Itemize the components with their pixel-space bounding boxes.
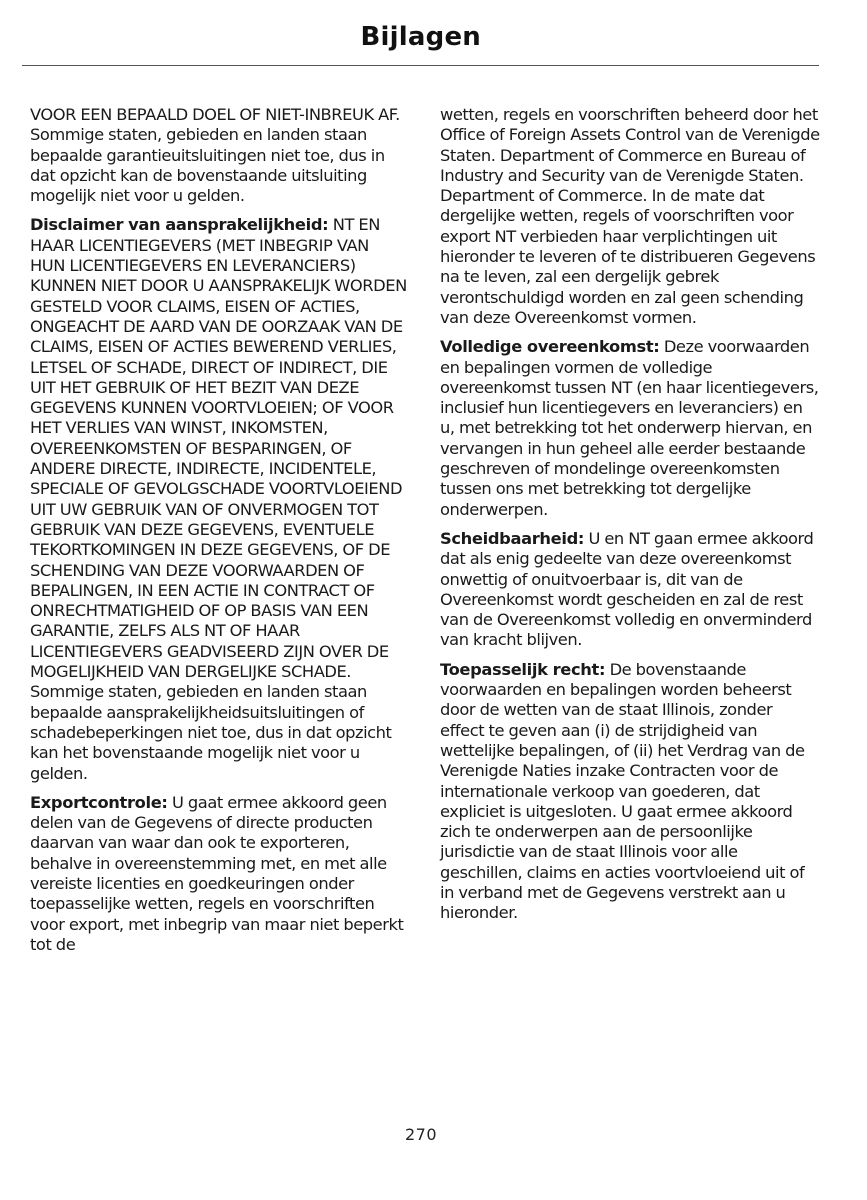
export-control-text: U gaat ermee akkoord geen delen van de Gegevens of directe producten daarvan van waar dan ook te exporteren, behalve in overeenstemming met, en met alle vereiste licenties en goedkeuringen onder toepasselijke wetten, regels en voorschriften voor export, met inbegrip van maar niet beperkt tot de — [30, 792, 404, 954]
entire-agreement-paragraph — [440, 337, 820, 520]
paragraph-text: wetten, regels en voorschriften beheerd door het Office of Foreign Assets Control van de Verenigde Staten. Department of Commerce en Bureau of Industry and Security van de Verenigde Staten. Department of Commerce. In de mate dat dergelijke wetten, regels of voorschriften voor export NT verbieden haar verplichtingen uit hieronder te leveren of te distribueren Gegevens na te leven, zal een dergelijk gebrek verontschuldigd worden en zal geen schending van deze Overeenkomst vormen. — [440, 105, 820, 327]
entire-agreement-text: Deze voorwaarden en bepalingen vormen de volledige overeenkomst tussen NT (en haar licentiegevers, inclusief hun licentiegevers en leveranciers) en u, met betrekking tot het onderwerp hiervan, en vervangen in hun geheel alle eerder bestaande geschreven of mondelinge overeenkomsten tussen ons met betrekking tot dergelijke onderwerpen. — [440, 337, 819, 519]
warranty-continuation-paragraph — [30, 105, 408, 206]
page-number: 270 — [404, 1125, 438, 1144]
left-column — [30, 105, 408, 964]
entire-agreement-heading: Volledige overeenkomst: — [440, 337, 660, 357]
right-column — [440, 105, 820, 933]
disclaimer-text: NT EN HAAR LICENTIEGEVERS (MET INBEGRIP VAN HUN LICENTIEGEVERS EN LEVERANCIERS) KUNNEN NIET DOOR U AANSPRAKELIJK WORDEN GESTELD VOOR CLAIMS, EISEN OF ACTIES, ONGEACHT DE AARD VAN DE OORZAAK VAN DE CLAIMS, EISEN OF ACTIES BEWEREND VERLIES, LETSEL OF SCHADE, DIRECT OF INDIRECT, DIE UIT HET GEBRUIK OF HET BEZIT VAN DEZE GEGEVENS KUNNEN VOORTVLOEIEN; OF VOOR HET VERLIES VAN WINST, INKOMSTEN, OVEREENKOMSTEN OF BESPARINGEN, OF ANDERE DIRECTE, INDIRECTE, INCIDENTELE, SPECIALE OF GEVOLGSCHADE VOORTVLOEIEND UIT UW GEBRUIK VAN OF ONVERMOGEN TOT GEBRUIK VAN DEZE GEGEVENS, EVENTUELE TEKORTKOMINGEN IN DEZE GEGEVENS, OF DE SCHENDING VAN DEZE VOORWAARDEN OF BEPALINGEN, IN EEN ACTIE IN CONTRACT OF ONRECHTMATIGHEID OF OP BASIS VAN EEN GARANTIE, ZELFS ALS NT OF HAAR LICENTIEGEVERS GEADVISEERD ZIJN OVER DE MOGELIJKHEID VAN DERGELIJKE SCHADE. Sommige staten, gebieden en landen staan bepaalde aansprakelijkheidsuitsluitingen of schadebeperkingen niet toe, dus in dat opzicht kan het bovenstaande mogelijk niet voor u gelden. — [30, 215, 407, 783]
page-title: Bijlagen — [360, 22, 481, 52]
header-divider — [22, 65, 819, 66]
governing-law-heading: Toepasselijk recht: — [440, 659, 606, 679]
export-control-paragraph — [30, 793, 408, 955]
paragraph-text: VOOR EEN BEPAALD DOEL OF NIET-INBREUK AF. Sommige staten, gebieden en landen staan bepaalde garantieuitsluitingen niet toe, dus in dat opzicht kan de bovenstaande uitsluiting mogelijk niet voor u gelden. — [30, 105, 400, 206]
severability-heading: Scheidbaarheid: — [440, 528, 585, 548]
export-continuation-paragraph — [440, 105, 820, 328]
disclaimer-heading: Disclaimer van aansprakelijkheid: — [30, 215, 329, 235]
governing-law-text: De bovenstaande voorwaarden en bepalingen worden beheerst door de wetten van de staat Illinois, zonder effect te geven aan (i) de strijdigheid van wettelijke bepalingen, of (ii) het Verdrag van de Verenigde Naties inzake Contracten voor de internationale verkoop van goederen, dat expliciet is uitgesloten. U gaat ermee akkoord zich te onderwerpen aan de persoonlijke jurisdictie van de staat Illinois voor alle geschillen, claims en acties voortvloeiend uit of in verband met de Gegevens verstrekt aan u hieronder. — [440, 659, 805, 923]
export-control-heading: Exportcontrole: — [30, 792, 168, 812]
governing-law-paragraph — [440, 660, 820, 924]
severability-paragraph — [440, 529, 820, 651]
disclaimer-paragraph — [30, 215, 408, 783]
severability-text: U en NT gaan ermee akkoord dat als enig gedeelte van deze overeenkomst onwettig of onuitvoerbaar is, dit van de Overeenkomst wordt gescheiden en zal de rest van de Overeenkomst volledig en onverminderd van kracht blijven. — [440, 528, 814, 650]
